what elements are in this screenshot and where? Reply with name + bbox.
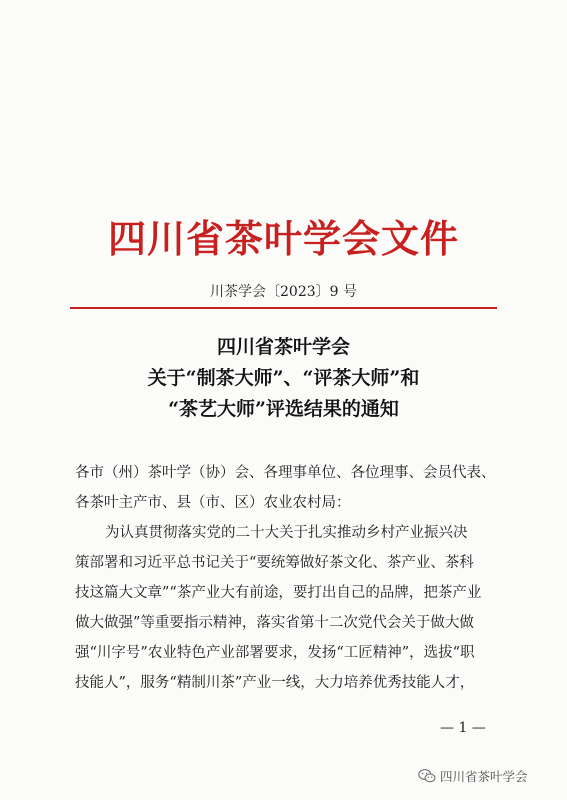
page-number: — 1 — [440, 720, 486, 736]
salutation-line-2: 各茶叶主产市、县（市、区）农业农村局： [75, 495, 351, 511]
body-line: 强“川字号”农业特色产业部署要求，发扬“工匠精神”，选拔“职 [75, 645, 475, 661]
notice-title-line-2: 关于“制茶大师”、“评茶大师”和 [147, 367, 420, 389]
body-line: 做大做强”等重要指示精神，落实省第十二次党代会关于做大做 [75, 615, 474, 631]
wechat-icon [418, 768, 436, 784]
notice-title [0, 332, 567, 425]
document-number: 川茶学会〔2023〕9 号 [210, 284, 357, 300]
body-line: 策部署和习近平总书记关于“要统筹做好茶文化、茶产业、茶科 [75, 555, 474, 571]
notice-title-line-3: “茶艺大师”评选结果的通知 [168, 398, 399, 420]
body-line: 技这篇大文章”“茶产业大有前途，要打出自己的品牌，把茶产业 [75, 585, 482, 601]
issuer-title: 四川省茶叶学会文件 [107, 217, 459, 261]
red-divider [70, 307, 497, 309]
body-line: 技能人”，服务“精制川茶”产业一线，大力培养优秀技能人才， [75, 675, 475, 691]
notice-title-line-1: 四川省茶叶学会 [216, 336, 350, 358]
salutation [75, 458, 505, 518]
salutation-line-1: 各市（州）茶叶学（协）会、各理事单位、各位理事、会员代表、 [75, 465, 496, 481]
watermark-text: 四川省茶叶学会 [440, 769, 528, 784]
body-line: 为认真贯彻落实党的二十大关于扎实推动乡村产业振兴决 [105, 525, 468, 541]
watermark [418, 766, 528, 786]
body-paragraph [75, 518, 505, 698]
